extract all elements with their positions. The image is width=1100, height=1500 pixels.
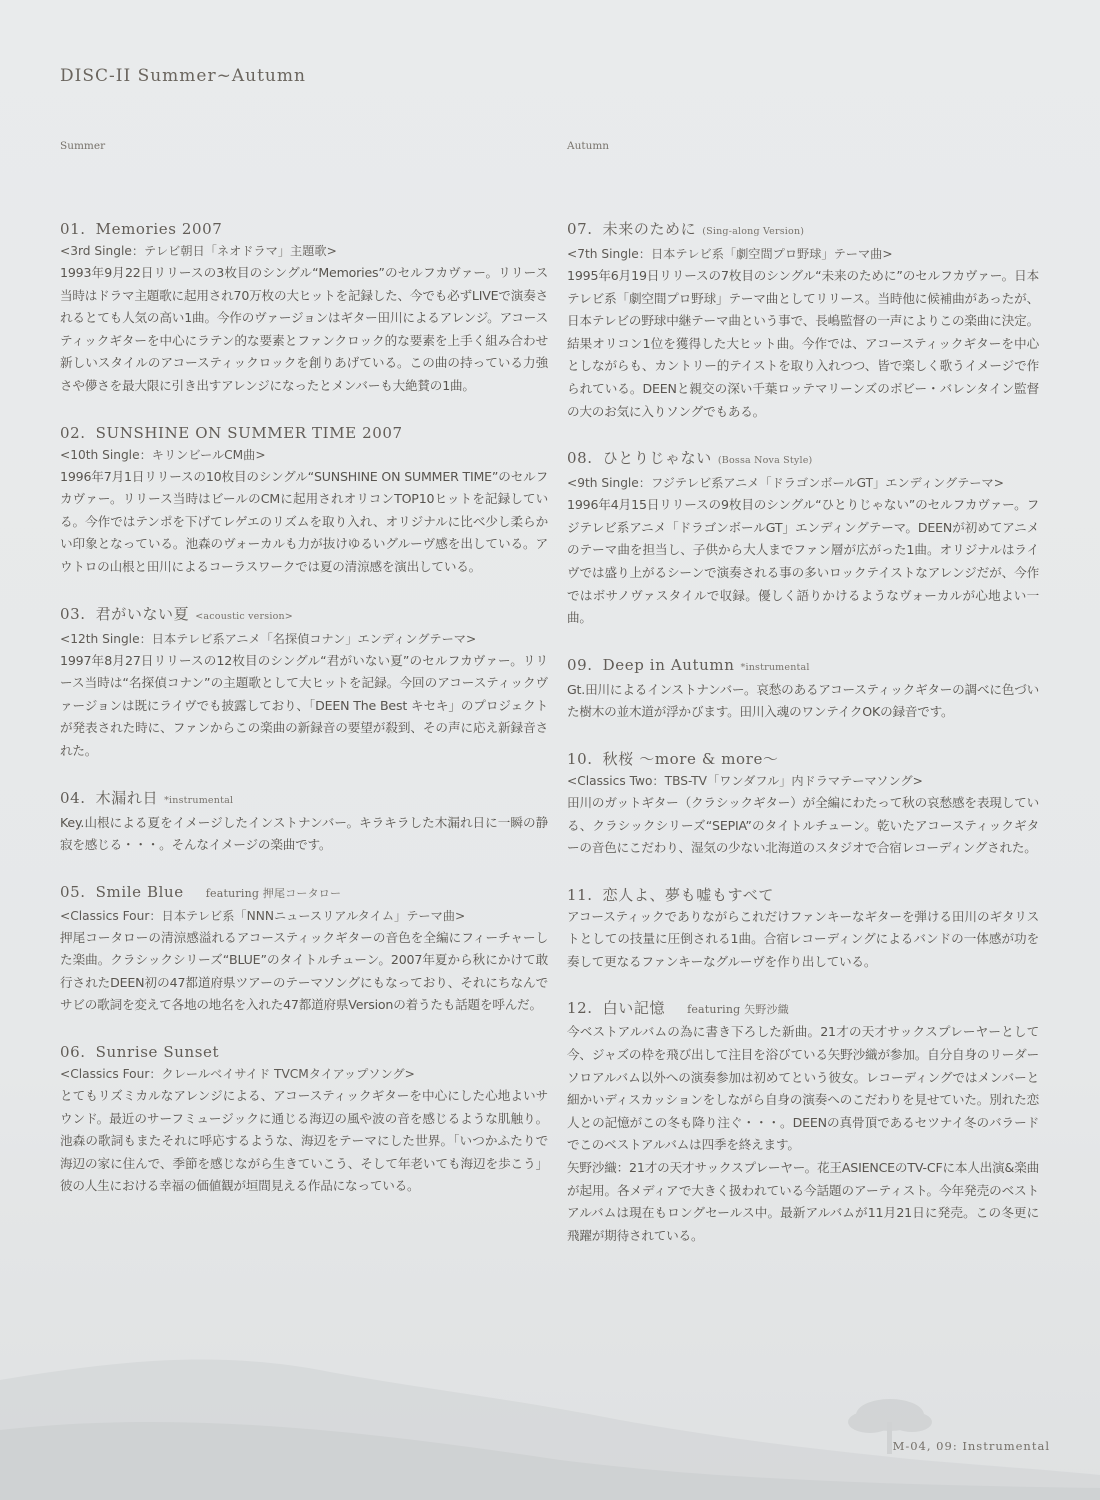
track-description: 1993年9月22日リリースの3枚目のシングル“Memories”のセルフカヴァー。リリース当時はドラマ主題歌に起用され70万枚の大ヒットを記録した、今でも必ずLIVEで演奏されるとても人気の高い1曲。今作のヴァージョンはギター田川によるアレンジ。アコースティックギターを中心にラテン的な要素とファンクロック的な要素を上手く組み合わせ新しいスタイルのアコースティックロックを創りあげている。この曲の持っている力強さや儚さを最大限に引き出すアレンジになったとメンバーも大絶賛の1曲。 <box>60 265 548 393</box>
track-02 <box>60 422 548 579</box>
track-info: <Classics Four：クレールベイサイド TVCMタイアップソング> <box>60 1067 415 1082</box>
track-06 <box>60 1041 548 1198</box>
track-description: 1997年8月27日リリースの12枚目のシングル“君がいない夏”のセルフカヴァー。リリース当時は“名探偵コナン”の主題歌として大ヒットを記録。今回のアコースティックヴァージョンは既にライヴでも披露しており、「DEEN The Best キセキ」のプロジェクトが発表された時に、ファンからこの楽曲の新録音の要望が殺到、その声に応え新録音された。 <box>60 652 548 758</box>
track-description: とてもリズミカルなアレンジによる、アコースティックギターを中心にした心地よいサウンド。最近のサーフミュージックに通じる海辺の風や波の音を感じるような肌触り。池森の歌詞もまたそれに呼応するような、海辺をテーマにした世界。「いつかふたりで海辺の家に住んで、季節を感じながら生きていこう、そして年老いても海辺を歩こう」彼の人生における幸福の価値観が垣間見える作品になっている。 <box>60 1088 548 1194</box>
track-title: 04. 木漏れ日 *instrumental <box>60 788 234 807</box>
footer-note: M-04, 09: Instrumental <box>892 1439 1050 1453</box>
track-title: 09. Deep in Autumn *instrumental <box>567 655 810 674</box>
track-07 <box>567 218 1039 423</box>
track-description: Gt.田川によるインストナンバー。哀愁のあるアコースティックギターの調べに色づいた樹木の並木道が浮かびます。田川入魂のワンテイクOKの録音です。 <box>567 681 1039 720</box>
track-description: 田川のガットギター（クラシックギター）が全編にわたって秋の哀愁感を表現している、クラシックシリーズ“SEPIA”のタイトルチューン。乾いたアコースティックギターの音色にこだわり、湿気の少ない北海道のスタジオで合宿レコーディングされた。 <box>567 794 1039 856</box>
track-12 <box>567 997 1039 1247</box>
track-info: <10th Single：キリンビールCM曲> <box>60 447 266 462</box>
track-description: 1996年7月1日リリースの10枚目のシングル“SUNSHINE ON SUMMER TIME”のセルフカヴァー。リリース当時はビールのCMに起用されオリコンTOP10ヒットを記録している。今作ではテンポを下げてレゲエのリズムを取り入れ、オリジナルに比べ少し柔らかい印象となっている。池森のヴォーカルも力が抜けゆるいグルーヴ感を出している。アウトロの山根と田川によるコーラスワークでは夏の清涼感を演出している。 <box>60 468 548 574</box>
track-description: Key.山根による夏をイメージしたインストナンバー。キラキラした木漏れ日に一瞬の静寂を感じる・・・。そんなイメージの楽曲です。 <box>60 814 548 853</box>
track-info: <3rd Single：テレビ朝日「ネオドラマ」主題歌> <box>60 244 337 258</box>
track-03 <box>60 603 548 763</box>
track-title: 10. 秋桜 〜more & more〜 <box>567 749 779 768</box>
track-info: <Classics Two：TBS-TV「ワンダフル」内ドラマテーマソング> <box>567 773 923 788</box>
track-description: 今ベストアルバムの為に書き下ろした新曲。21才の天才サックスプレーヤーとして今、ジャズの枠を飛び出して注目を浴びている矢野沙織が参加。自分自身のリーダーソロアルバム以外への演奏参加は初めてという彼女。レコーディングではメンバーと細かいディスカッションをしながら自身の演奏へのこだわりを見せていた。別れた恋人との記憶がこの冬も降り注ぐ・・・。DEENの真骨頂であるセツナイ冬のバラードでこのベストアルバムは四季を終えます。 <box>567 1024 1039 1153</box>
track-title: 07. 未来のために (Sing-along Version) <box>567 220 805 238</box>
track-04 <box>60 787 548 857</box>
track-10 <box>567 748 1039 860</box>
track-description: 押尾コータローの清涼感溢れるアコースティックギターの音色を全編にフィーチャーした楽曲。クラシックシリーズ“BLUE”のタイトルチューン。2007年夏から秋にかけて敢行されたDEEN初の47都道府県ツアーのテーマソングにもなっており、それにちなんでサビの歌詞を変えて各地の地名を入れた47都道府県Versionの着うたも話題を呼んだ。 <box>60 929 548 1013</box>
track-info: <Classics Four：日本テレビ系「NNNニュースリアルタイム」テーマ曲> <box>60 908 466 923</box>
track-description: アコースティックでありながらこれだけファンキーなギターを弾ける田川のギタリストとしての技量に圧倒される1曲。合宿レコーディングによるバンドの一体感が功を奏して更なるファンキーなグルーヴを作り出している。 <box>567 908 1039 969</box>
track-09 <box>567 654 1039 724</box>
track-description: 1995年6月19日リリースの7枚目のシングル“未来のために”のセルフカヴァー。日本テレビ系「劇空間プロ野球」テーマ曲としてリリース。当時他に候補曲があったが、日本テレビの野球中継テーマ曲という事で、長嶋監督の一声によりこの楽曲に決定。結果オリコン1位を獲得した大ヒット曲。今作では、アコースティックギターを中心としながらも、カントリー的テイストを取り入れつつ、皆で楽しく歌うイメージで作られている。DEENと親交の深い千葉ロッテマリーンズのボビー・バレンタイン監督の大のお気に入りソングでもある。 <box>567 268 1039 419</box>
landscape-silhouette <box>0 1310 1100 1500</box>
track-title: 11. 恋人よ、夢も嘘もすべて <box>567 885 774 904</box>
track-title: 03. 君がいない夏 <acoustic version> <box>60 604 293 623</box>
track-08 <box>567 447 1039 630</box>
track-title: 12. 白い記憶 featuring 矢野沙織 <box>567 999 789 1018</box>
disc-title: DISC-II Summer~Autumn <box>60 66 306 86</box>
track-11 <box>567 884 1039 974</box>
artist-profile: 矢野沙織：21才の天才サックスプレーヤー。花王ASIENCEのTV-CFに本人出演&楽曲が起用。各メディアで大きく扱われている今話題のアーティスト。今年発売のベストアルバムは現在もロングセールス中。最新アルバムが11月21日に発売。この冬更に飛躍が期待されている。 <box>567 1160 1039 1243</box>
track-title: 08. ひとりじゃない (Bossa Nova Style) <box>567 449 813 468</box>
track-title: 06. Sunrise Sunset <box>60 1043 220 1062</box>
autumn-column <box>567 218 1039 1247</box>
track-title: 05. Smile Blue featuring 押尾コータロー <box>60 882 342 901</box>
track-description: 1996年4月15日リリースの9枚目のシングル“ひとりじゃない”のセルフカヴァー。フジテレビ系アニメ「ドラゴンボールGT」エンディングテーマ。DEENが初めてアニメのテーマ曲を担当し、子供から大人までファン層が広がった1曲。オリジナルはライヴでは盛り上がるシーンで演奏される事の多いロックテイストなアレンジだが、今作ではボサノヴァスタイルで収録。優しく語りかけるようなヴォーカルが心地よい一曲。 <box>567 497 1039 626</box>
track-01 <box>60 218 548 398</box>
track-title: 02. SUNSHINE ON SUMMER TIME 2007 <box>60 423 403 442</box>
summer-column <box>60 218 548 1198</box>
track-title: 01. Memories 2007 <box>60 220 223 238</box>
track-info: <7th Single：日本テレビ系「劇空間プロ野球」テーマ曲> <box>567 247 893 261</box>
season-label-autumn: Autumn <box>567 140 610 152</box>
track-05 <box>60 881 548 1017</box>
season-label-summer: Summer <box>60 140 106 152</box>
track-info: <9th Single：フジテレビ系アニメ「ドラゴンボールGT」エンディングテーマ> <box>567 476 1004 491</box>
track-info: <12th Single：日本テレビ系アニメ「名探偵コナン」エンディングテーマ> <box>60 631 477 646</box>
